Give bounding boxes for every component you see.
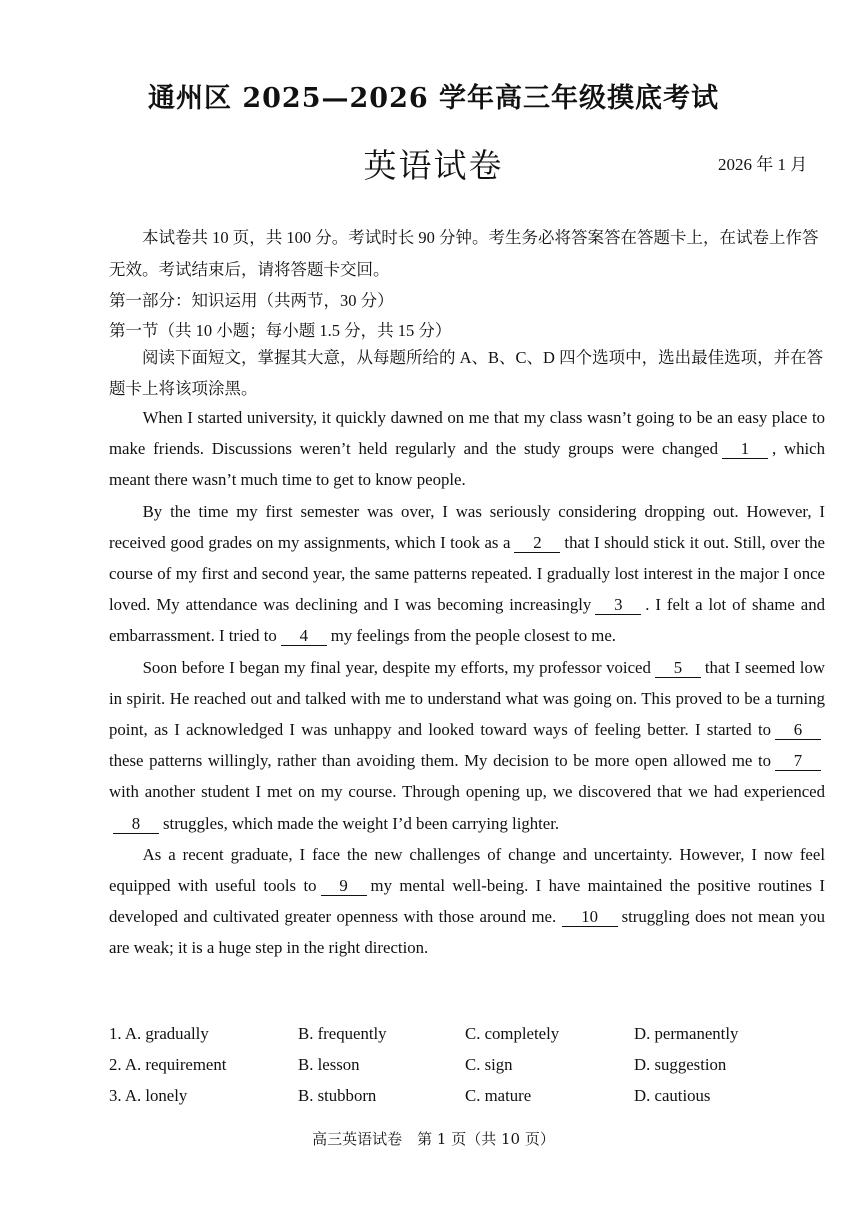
- cloze-blank: 4: [281, 627, 327, 646]
- option-c: C. mature: [465, 1085, 532, 1105]
- exam-date: 2026 年 1 月: [718, 155, 808, 174]
- option-c: C. completely: [465, 1023, 560, 1043]
- section-directions: 阅读下面短文，掌握其大意，从每题所给的 A、B、C、D 四个选项中，选出最佳选项，并在答题卡上将该项涂黑。: [109, 348, 824, 398]
- option-a: 1. A. gradually: [109, 1023, 209, 1043]
- option-d: D. cautious: [634, 1085, 711, 1105]
- option-c: C. sign: [465, 1054, 513, 1074]
- option-b: B. frequently: [298, 1023, 387, 1043]
- option-d: D. suggestion: [634, 1054, 727, 1074]
- cloze-blank: 9: [321, 877, 367, 896]
- cloze-blank: 10: [562, 908, 618, 927]
- passage-paragraph: As a recent graduate, I face the new challenges of change and uncertainty. However, I now feel equipped with useful tools to 9 my mental well-being. I have maintained the positive routines I developed and cultivated greater openness with those around me. 10 struggling does not mean you are weak; it is a huge step in the right direction.: [109, 844, 825, 958]
- passage-paragraph: By the time my first semester was over, I was seriously considering dropping out. However, I received good grades on my assignments, which I took as a 2 that I should stick it out. Still, over the course of my first and second year, the same patterns repeated. I gradually lost interest in the major I once loved. My attendance was declining and I was becoming increasingly 3 . I felt a lot of shame and embarrassment. I tried to 4 my feelings from the people closest to me.: [109, 501, 825, 646]
- option-b: B. stubborn: [298, 1085, 377, 1105]
- subject-title: 英语试卷: [363, 146, 504, 185]
- cloze-blank: 8: [113, 815, 159, 834]
- page-footer: 高三英语试卷 第 1 页（共 10 页）: [312, 1130, 555, 1148]
- option-a: 3. A. lonely: [109, 1085, 188, 1105]
- cloze-blank: 6: [775, 721, 821, 740]
- cloze-blank: 3: [595, 596, 641, 615]
- passage-paragraph: Soon before I began my final year, despite my efforts, my professor voiced 5 that I seemed low in spirit. He reached out and talked with me to understand what was going on. This proved to be a turning point, as I acknowledged I was unhappy and looked toward ways of feeling better. I started to 6these patterns willingly, rather than avoiding them. My decision to be more open allowed me to 7with another student I met on my course. Through opening up, we discovered that we had experienced8 struggles, which made the weight I’d been carrying lighter.: [109, 657, 825, 833]
- answer-options: [109, 1018, 825, 1111]
- part-heading: 第一部分：知识运用（共两节，30 分）: [109, 291, 394, 310]
- option-row: [109, 1080, 825, 1111]
- option-row: [109, 1049, 825, 1080]
- cloze-passage: [109, 402, 825, 964]
- option-d: D. permanently: [634, 1023, 739, 1043]
- option-b: B. lesson: [298, 1054, 360, 1074]
- option-a: 2. A. requirement: [109, 1054, 227, 1074]
- cloze-blank: 1: [722, 440, 768, 459]
- cloze-blank: 2: [514, 534, 560, 553]
- exam-instructions: 本试卷共 10 页，共 100 分。考试时长 90 分钟。考生务必将答案答在答题卡上，在试卷上作答无效。考试结束后，请将答题卡交回。: [109, 228, 819, 279]
- cloze-blank: 7: [775, 752, 821, 771]
- exam-title: 通州区 2025—2026 学年高三年级摸底考试: [147, 83, 720, 114]
- passage-paragraph: When I started university, it quickly dawned on me that my class wasn’t going to be an easy place to make friends. Discussions weren’t held regularly and the study groups were changed 1 , which meant there wasn’t much time to get to know people.: [109, 408, 825, 490]
- section-heading: 第一节（共 10 小题；每小题 1.5 分，共 15 分）: [109, 321, 452, 340]
- cloze-blank: 5: [655, 659, 701, 678]
- option-row: [109, 1018, 825, 1049]
